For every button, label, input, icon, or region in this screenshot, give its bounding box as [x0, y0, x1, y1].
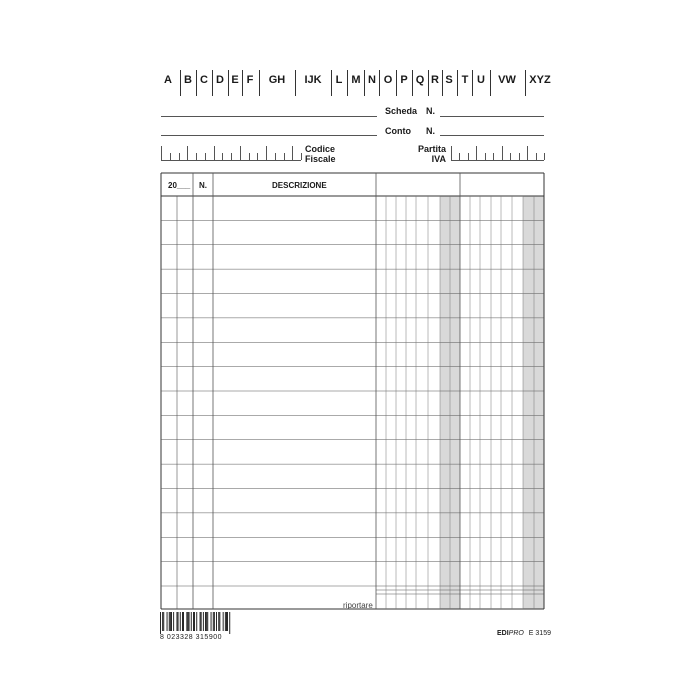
index-letter-q: Q	[415, 74, 425, 86]
scheda-label: Scheda	[385, 106, 418, 116]
barcode-bar	[177, 612, 178, 631]
barcode-bar	[186, 612, 187, 631]
barcode-bar	[214, 612, 215, 631]
index-letter-c: C	[200, 74, 208, 86]
barcode-bar	[163, 612, 164, 631]
barcode-bar	[160, 612, 161, 634]
codice-label: Codice	[305, 144, 336, 154]
barcode-bar	[178, 612, 179, 631]
index-letter-p: P	[400, 74, 408, 86]
barcode-bar	[191, 612, 192, 631]
index-letter-o: O	[383, 74, 393, 86]
barcode-bar	[227, 612, 228, 631]
barcode-bar	[219, 612, 220, 631]
column-year-header: 20___	[168, 181, 191, 190]
barcode-bar	[196, 612, 197, 631]
index-letter-e: E	[231, 74, 239, 86]
conto-label: Conto	[385, 126, 411, 136]
barcode-bar	[170, 612, 171, 631]
barcode-bar	[229, 612, 230, 634]
column-description-header: DESCRIZIONE	[272, 181, 327, 190]
barcode-bar	[188, 612, 189, 631]
index-letter-t: T	[461, 74, 469, 86]
iva-label: IVA	[431, 154, 447, 164]
barcode-bar	[173, 612, 174, 631]
column-number-header: N.	[199, 181, 207, 190]
barcode-bar	[193, 612, 194, 631]
riportare-label: riportare	[343, 601, 373, 610]
index-letter-b: B	[184, 74, 192, 86]
barcode-bar	[226, 612, 227, 631]
barcode-bar	[162, 612, 163, 631]
index-letter-gh: GH	[268, 74, 286, 86]
index-letter-f: F	[246, 74, 254, 86]
barcode-bar	[201, 612, 202, 631]
barcode-bar	[218, 612, 219, 631]
index-letter-a: A	[164, 74, 172, 86]
barcode-bar	[182, 612, 183, 631]
index-letter-d: D	[216, 74, 224, 86]
barcode-bar	[225, 612, 226, 631]
barcode-bar	[169, 612, 170, 631]
scheda-number-label: N.	[426, 106, 435, 116]
barcode-bar	[211, 612, 212, 631]
index-letter-xyz: XYZ	[529, 74, 551, 86]
barcode-bar	[171, 612, 172, 631]
index-letter-vw: VW	[498, 74, 516, 86]
barcode-bar	[194, 612, 195, 631]
barcode-bar	[206, 612, 207, 631]
brand-italic: PRO	[508, 630, 524, 637]
index-letter-r: R	[431, 74, 439, 86]
barcode-bar	[200, 612, 201, 631]
product-code: E 3159	[528, 630, 551, 637]
partita-label: Partita	[418, 144, 447, 154]
barcode-number: 8 023328 315900	[160, 634, 222, 641]
barcode-bar	[216, 612, 217, 631]
barcode-bar	[167, 612, 168, 631]
fiscale-label: Fiscale	[305, 154, 336, 164]
barcode-bar	[189, 612, 190, 631]
brand-logo	[497, 630, 551, 637]
conto-number-label: N.	[426, 126, 435, 136]
index-letter-s: S	[445, 74, 453, 86]
barcode-bar	[207, 612, 208, 631]
barcode-bar	[203, 612, 204, 631]
barcode-bar	[183, 612, 184, 631]
brand-bold: EDI	[497, 630, 509, 637]
index-letter-m: M	[351, 74, 361, 86]
barcode-bar	[223, 612, 224, 631]
index-letter-l: L	[335, 74, 343, 86]
barcode-bar	[180, 612, 181, 631]
barcode-bar	[205, 612, 206, 631]
index-letter-ijk: IJK	[304, 74, 322, 86]
index-letter-u: U	[477, 74, 485, 86]
index-letter-n: N	[368, 74, 376, 86]
barcode-bar	[213, 612, 214, 631]
